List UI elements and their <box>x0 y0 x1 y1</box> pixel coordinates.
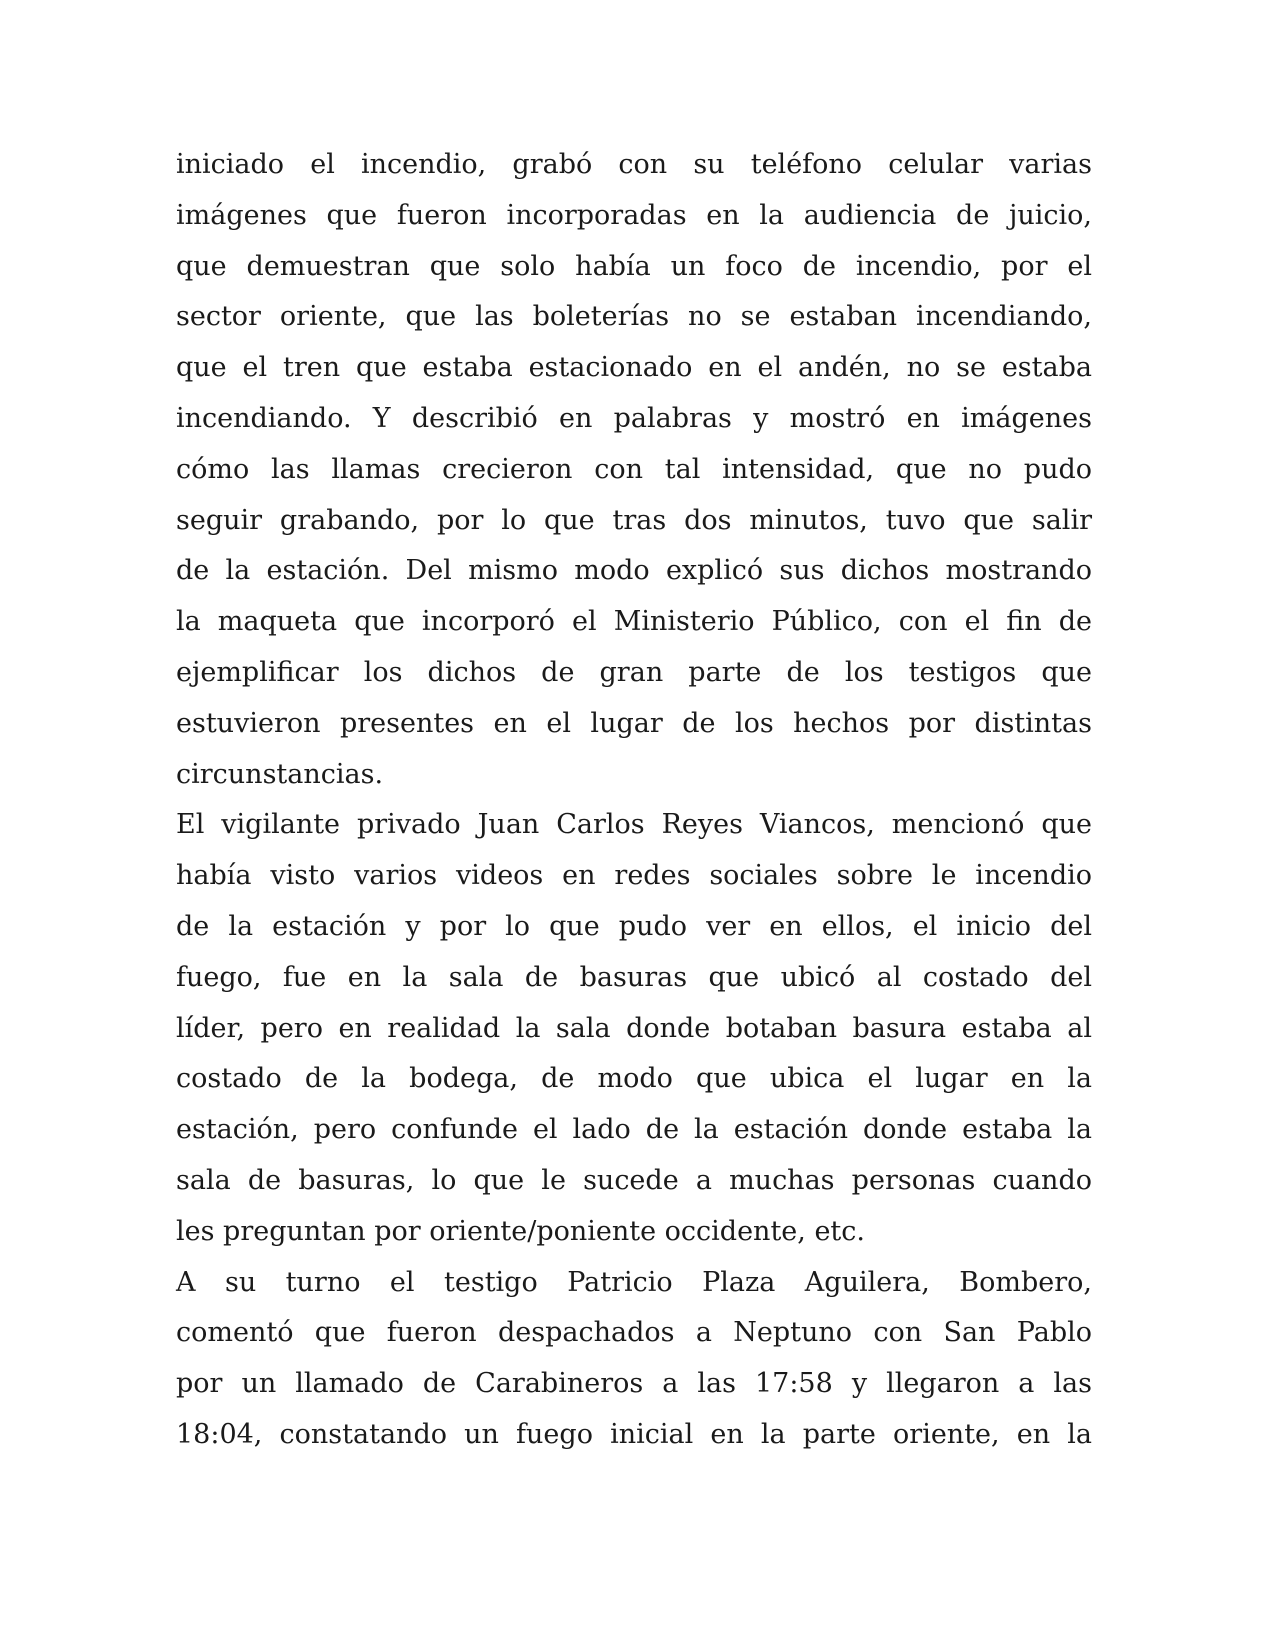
text-line: A su turno el testigo Patricio Plaza Aguilera, Bombero, <box>176 1266 1092 1298</box>
text-line: estación, pero confunde el lado de la estación donde estaba la <box>176 1114 1092 1146</box>
text-line: cómo las llamas crecieron con tal intensidad, que no pudo <box>176 453 1092 485</box>
text-line: iniciado el incendio, grabó con su teléfono celular varias <box>176 149 1092 180</box>
text-line: El vigilante privado Juan Carlos Reyes Viancos, mencionó que <box>176 809 1092 841</box>
text-line: sector oriente, que las boleterías no se estaban incendiando, <box>176 301 1092 333</box>
text-line: seguir grabando, por lo que tras dos minutos, tuvo que salir <box>176 504 1092 536</box>
text-line: incendiando. Y describió en palabras y mostró en imágenes <box>176 402 1092 434</box>
text-line: que el tren que estaba estacionado en el andén, no se estaba <box>176 352 1092 384</box>
paragraph-1 <box>176 140 1092 800</box>
paragraph-3 <box>176 1258 1092 1461</box>
text-line: les preguntan por oriente/poniente occidente, etc. <box>176 1215 865 1247</box>
text-line: imágenes que fueron incorporadas en la audiencia de juicio, <box>176 199 1092 231</box>
text-line: por un llamado de Carabineros a las 17:58 y llegaron a las <box>176 1368 1092 1400</box>
text-line: que demuestran que solo había un foco de incendio, por el <box>176 250 1092 282</box>
text-line: de la estación y por lo que pudo ver en ellos, el inicio del <box>176 910 1092 942</box>
text-line: comentó que fueron despachados a Neptuno con San Pablo <box>176 1317 1092 1349</box>
text-line: 18:04, constatando un fuego inicial en la parte oriente, en la <box>176 1418 1092 1450</box>
text-line: circunstancias. <box>176 758 384 790</box>
text-line: de la estación. Del mismo modo explicó sus dichos mostrando <box>176 555 1092 587</box>
text-line: costado de la bodega, de modo que ubica el lugar en la <box>176 1063 1092 1095</box>
body-text <box>176 140 1092 1461</box>
text-line: fuego, fue en la sala de basuras que ubicó al costado del <box>176 961 1092 993</box>
text-line: ejemplificar los dichos de gran parte de los testigos que <box>176 656 1092 688</box>
text-line: estuvieron presentes en el lugar de los hechos por distintas <box>176 707 1092 739</box>
paragraph-2 <box>176 800 1092 1257</box>
text-line: la maqueta que incorporó el Ministerio Público, con el fin de <box>176 606 1092 638</box>
text-line: había visto varios videos en redes sociales sobre le incendio <box>176 860 1092 892</box>
text-line: sala de basuras, lo que le sucede a muchas personas cuando <box>176 1164 1092 1196</box>
text-line: líder, pero en realidad la sala donde botaban basura estaba al <box>176 1012 1092 1044</box>
